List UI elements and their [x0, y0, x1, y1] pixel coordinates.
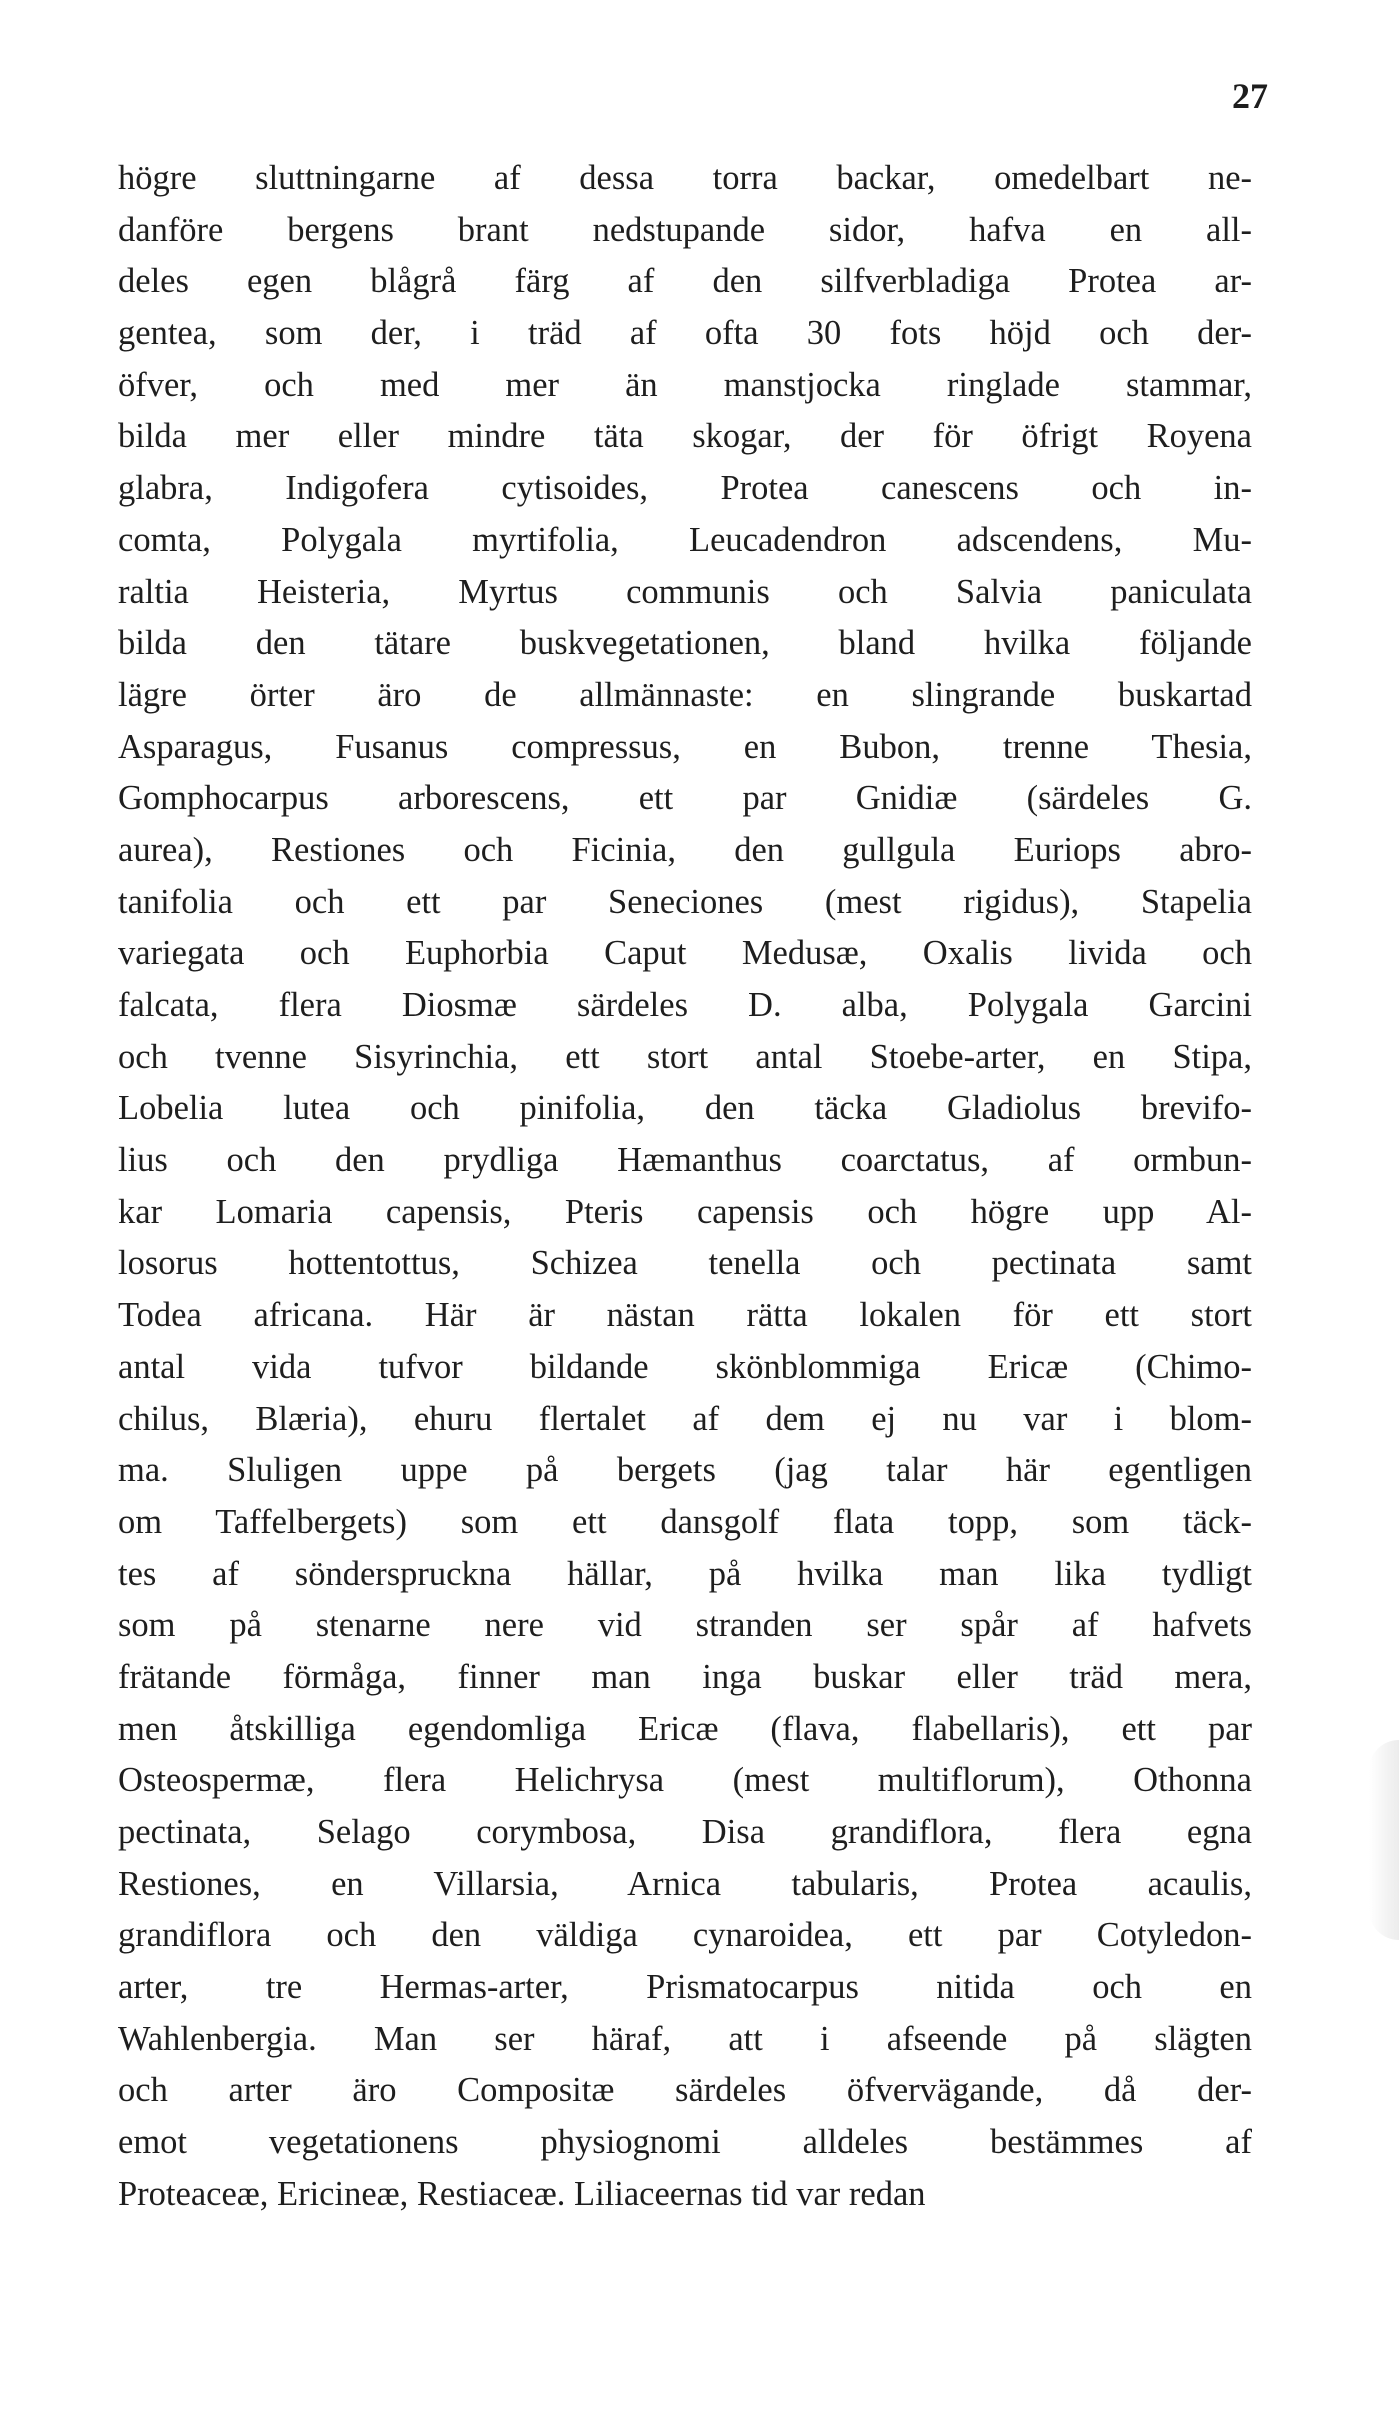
text-line: variegata och Euphorbia Caput Medusæ, Oxalis livida och: [118, 934, 1252, 973]
text-line: kar Lomaria capensis, Pteris capensis och högre upp Al-: [118, 1192, 1252, 1231]
text-line: som på stenarne nere vid stranden ser spår af hafvets: [118, 1606, 1252, 1645]
text-line: ma. Sluligen uppe på bergets (jag talar här egentligen: [118, 1451, 1252, 1490]
text-line: högre sluttningarne af dessa torra backar, omedelbart ne-: [118, 159, 1252, 197]
text-line: comta, Polygala myrtifolia, Leucadendron adscendens, Mu-: [118, 520, 1252, 559]
page-number: 27: [1232, 76, 1268, 116]
text-line: gentea, som der, i träd af ofta 30 fots höjd och der-: [118, 314, 1252, 353]
text-line: aurea), Restiones och Ficinia, den gullgula Euriops abro-: [118, 830, 1252, 869]
text-line: och tvenne Sisyrinchia, ett stort antal Stoebe-arter, en Stipa,: [118, 1037, 1252, 1076]
text-line: bilda mer eller mindre täta skogar, der för öfrigt Royena: [118, 417, 1252, 456]
text-line: frätande förmåga, finner man inga buskar eller träd mera,: [118, 1657, 1252, 1696]
text-line: lius och den prydliga Hæmanthus coarctatus, af ormbun-: [118, 1141, 1252, 1180]
text-line: lägre örter äro de allmännaste: en slingrande buskartad: [118, 675, 1252, 714]
text-line: bilda den tätare buskvegetationen, bland hvilka följande: [118, 624, 1252, 663]
text-line: Osteospermæ, flera Helichrysa (mest multiflorum), Othonna: [118, 1761, 1252, 1800]
text-line: falcata, flera Diosmæ särdeles D. alba, Polygala Garcini: [118, 986, 1252, 1024]
page-edge-shadow: [1369, 1740, 1399, 1940]
text-line: danföre bergens brant nedstupande sidor, hafva en all-: [118, 210, 1252, 249]
text-line: om Taffelbergets) som ett dansgolf flata topp, som täck-: [118, 1502, 1252, 1541]
text-line: losorus hottentottus, Schizea tenella och pectinata samt: [118, 1244, 1252, 1283]
text-line: men åtskilliga egendomliga Ericæ (flava, flabellaris), ett par: [118, 1709, 1252, 1748]
text-line: chilus, Blæria), ehuru flertalet af dem ej nu var i blom-: [118, 1399, 1252, 1438]
text-line: antal vida tufvor bildande skönblommiga Ericæ (Chimo-: [118, 1347, 1252, 1386]
text-line: Todea africana. Här är nästan rätta lokalen för ett stort: [118, 1296, 1252, 1335]
text-line: öfver, och med mer än manstjocka ringlade stammar,: [118, 365, 1252, 404]
text-line: tanifolia och ett par Seneciones (mest rigidus), Stapelia: [118, 882, 1252, 921]
text-line: tes af sönderspruckna hällar, på hvilka man lika tydligt: [118, 1554, 1252, 1593]
text-line: Restiones, en Villarsia, Arnica tabularis, Protea acaulis,: [118, 1864, 1252, 1903]
text-line: Wahlenbergia. Man ser häraf, att i afseende på slägten: [118, 2019, 1252, 2058]
text-line: raltia Heisteria, Myrtus communis och Salvia paniculata: [118, 572, 1252, 611]
text-line: och arter äro Compositæ särdeles öfvervägande, då der-: [118, 2071, 1252, 2110]
text-line: pectinata, Selago corymbosa, Disa grandiflora, flera egna: [118, 1813, 1252, 1851]
text-line: deles egen blågrå färg af den silfverbladiga Protea ar-: [118, 262, 1252, 301]
text-line: glabra, Indigofera cytisoides, Protea canescens och in-: [118, 469, 1252, 508]
text-line: Lobelia lutea och pinifolia, den täcka Gladiolus brevifo-: [118, 1089, 1252, 1128]
text-line: emot vegetationens physiognomi alldeles bestämmes af: [118, 2123, 1252, 2162]
text-line: arter, tre Hermas-arter, Prismatocarpus nitida och en: [118, 1968, 1252, 2007]
text-line: Gomphocarpus arborescens, ett par Gnidiæ (särdeles G.: [118, 779, 1252, 818]
text-line: grandiflora och den väldiga cynaroidea, ett par Cotyledon-: [118, 1916, 1252, 1955]
body-text: [118, 153, 1252, 2221]
text-line: Asparagus, Fusanus compressus, en Bubon, trenne Thesia,: [118, 727, 1252, 766]
text-line: Proteaceæ, Ericineæ, Restiaceæ. Liliaceernas tid var redan: [118, 2174, 926, 2213]
